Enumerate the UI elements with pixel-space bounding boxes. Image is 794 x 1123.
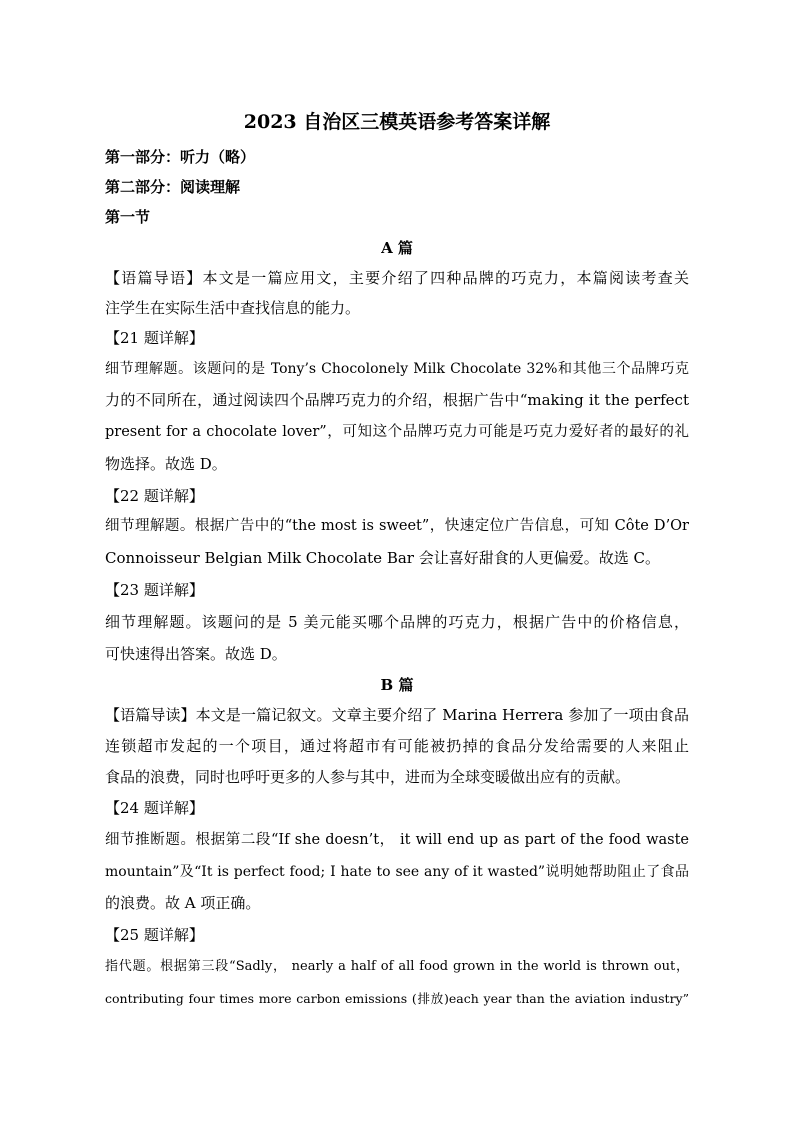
part-one-heading: 第一部分：听力（略） <box>105 148 256 166</box>
question-21-label: 【21 题详解】 <box>105 329 204 347</box>
question-21-line: 物选择。故选 D。 <box>105 455 227 473</box>
section-one-heading: 第一节 <box>105 208 151 226</box>
page-title: 2023 自治区三模英语参考答案详解 <box>243 111 551 133</box>
question-24-line: 的浪费。故 A 项正确。 <box>105 894 261 912</box>
question-22-line: 细节理解题。根据广告中的“the most is sweet”，快速定位广告信息，可知 Côte D’Or <box>105 518 689 534</box>
passage-a-heading: A 篇 <box>381 239 413 257</box>
part-two-heading: 第二部分：阅读理解 <box>105 178 241 196</box>
passage-b-intro-line: 食品的浪费，同时也呼吁更多的人参与其中，进而为全球变暖做出应有的贡献。 <box>105 768 631 786</box>
question-24-line: mountain”及“It is perfect food; I hate to see any of it wasted”说明她帮助阻止了食品 <box>105 864 689 880</box>
question-25-line: contributing four times more carbon emissions (排放)each year than the aviation industry” <box>105 991 689 1006</box>
passage-b-intro-line: 连锁超市发起的一个项目，通过将超市有可能被扔掉的食品分发给需要的人来阻止 <box>105 737 689 755</box>
passage-a-intro-line: 注学生在实际生活中查找信息的能力。 <box>105 299 361 317</box>
question-21-line: 力的不同所在，通过阅读四个品牌巧克力的介绍，根据广告中“making it the perfect <box>105 391 689 409</box>
passage-b-heading: B 篇 <box>380 676 414 694</box>
question-24-line: 细节推断题。根据第二段“If she doesn’t， it will end up as part of the food waste <box>105 832 689 848</box>
question-25-label: 【25 题详解】 <box>105 926 204 944</box>
passage-a-intro-line: 【语篇导语】本文是一篇应用文，主要介绍了四种品牌的巧克力，本篇阅读考查关 <box>105 269 689 287</box>
question-23-label: 【23 题详解】 <box>105 581 204 599</box>
passage-b-intro-line: 【语篇导读】本文是一篇记叙文。文章主要介绍了 Marina Herrera 参加了一项由食品 <box>105 706 689 724</box>
question-21-line: 细节理解题。该题问的是 Tony’s Chocolonely Milk Chocolate 32%和其他三个品牌巧克 <box>105 361 689 377</box>
question-22-line: Connoisseur Belgian Milk Chocolate Bar 会让喜好甜食的人更偏爱。故选 C。 <box>105 549 660 567</box>
question-23-line: 细节理解题。该题问的是 5 美元能买哪个品牌的巧克力，根据广告中的价格信息， <box>105 613 689 631</box>
question-24-label: 【24 题详解】 <box>105 799 204 817</box>
question-21-line: present for a chocolate lover”，可知这个品牌巧克力可能是巧克力爱好者的最好的礼 <box>105 424 689 440</box>
question-23-line: 可快速得出答案。故选 D。 <box>105 645 287 663</box>
question-22-label: 【22 题详解】 <box>105 487 204 505</box>
question-25-line: 指代题。根据第三段“Sadly， nearly a half of all food grown in the world is thrown out， <box>105 959 689 974</box>
